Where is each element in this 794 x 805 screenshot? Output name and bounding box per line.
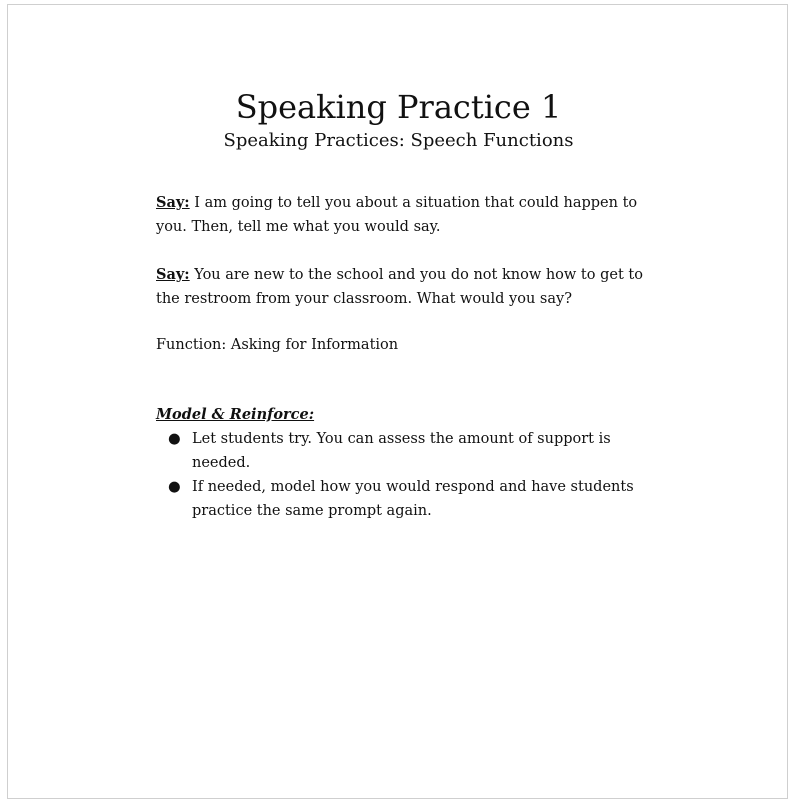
list-item (156, 475, 656, 523)
model-reinforce-heading: Model & Reinforce: (156, 406, 315, 423)
document-subtitle: Speaking Practices: Speech Functions (223, 130, 574, 151)
list-item (156, 427, 656, 475)
instruction-paragraph-1 (156, 191, 656, 239)
document-title: Speaking Practice 1 (235, 88, 562, 126)
bullet-icon: ● (168, 431, 181, 447)
instruction-text: I am going to tell you about a situation that could happen to you. Then, tell me what you would say. (156, 195, 638, 235)
function-line: Function: Asking for Information (156, 337, 399, 353)
bullet-text: Let students try. You can assess the amount of support is needed. (192, 431, 611, 471)
say-label: Say: (156, 194, 190, 211)
say-label: Say: (156, 266, 190, 283)
bullet-text: If needed, model how you would respond and have students practice the same prompt again. (192, 479, 634, 519)
document-page (7, 4, 788, 799)
reinforce-bullet-list (156, 427, 656, 523)
instruction-text: You are new to the school and you do not know how to get to the restroom from your classroom. What would you say? (156, 267, 643, 307)
instruction-paragraph-2 (156, 263, 656, 311)
bullet-icon: ● (168, 479, 181, 495)
